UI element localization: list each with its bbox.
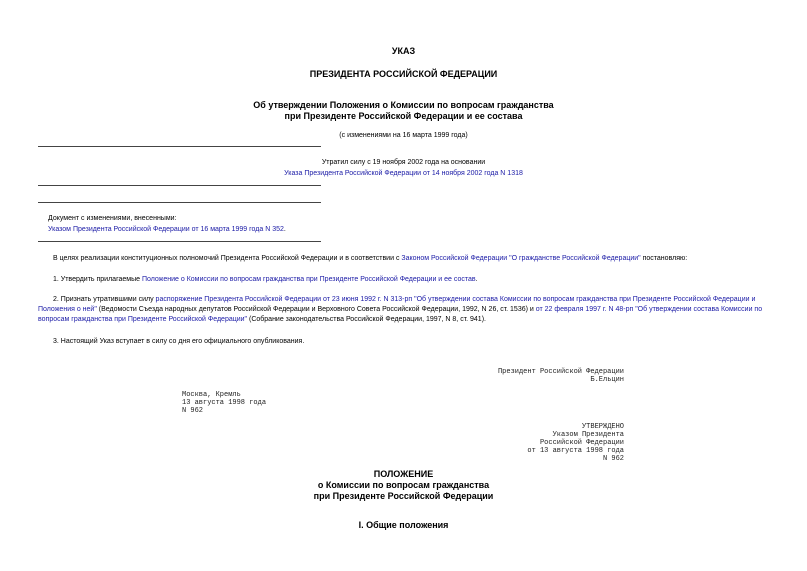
regulation-link[interactable]: Положение о Комиссии по вопросам гражданства при Президенте Российской Федерации и ее состав xyxy=(141,276,476,283)
approved-stamp: УТВЕРЖДЕНО Указом Президента Российской Федерации от 13 августа 1998 года N 962 xyxy=(527,423,624,463)
changes-decree-link[interactable]: Указом Президента Российской Федерации от 16 марта 1999 года N 352 xyxy=(48,226,284,233)
order-48-link[interactable]: от 22 февраля 1997 г. N 48-рп "Об утверждении состава Комиссии по вопросам гражданства при Президенте Российской Федерации" xyxy=(38,306,763,323)
regulation-subtitle-1: о Комиссии по вопросам гражданства xyxy=(317,480,490,490)
decree-subtitle: ПРЕЗИДЕНТА РОССИЙСКОЙ ФЕДЕРАЦИИ xyxy=(309,69,498,79)
signature-block: Президент Российской Федерации Б.Ельцин xyxy=(497,368,624,384)
section-heading: I. Общие положения xyxy=(358,520,449,530)
item-1-paragraph: 1. Утвердить прилагаемые Положение о Комиссии по вопросам гражданства при Президенте Российской Федерации и ее состав. xyxy=(53,276,478,283)
citizenship-law-link[interactable]: Законом Российской Федерации "О гражданстве Российской Федерации" xyxy=(401,255,641,262)
decree-heading-line1: Об утверждении Положения о Комиссии по вопросам гражданства xyxy=(253,100,554,110)
item-2-paragraph: 2. Признать утратившими силу распоряжение Президента Российской Федерации от 23 июня 1992 г. N 313-рп "Об утверждении состава Комиссии по вопросам гражданства при Президенте Российской Федерации и Положения о ней" (Ведомости Съезда народных депутатов Российской Федерации и Верховного Совета Российской Федерации, 1992, N 26, ст. 1536) и от 22 февраля 1997 г. N 48-рп "Об утверждении состава Комиссии по вопросам гражданства при Президенте Российской Федерации" (Собрание законодательства Российской Федерации, 1997, N 8, ст. 941). xyxy=(38,296,763,323)
regulation-title: ПОЛОЖЕНИЕ xyxy=(373,469,434,479)
divider xyxy=(38,241,321,242)
place-date-block: Москва, Кремль 13 августа 1998 года N 962 xyxy=(182,391,267,415)
divider xyxy=(38,202,321,203)
expired-text: Утратил силу с 19 ноября 2002 года на основании xyxy=(321,159,486,166)
changes-label: Документ с изменениями, внесенными: xyxy=(48,215,177,222)
regulation-subtitle-2: при Президенте Российской Федерации xyxy=(313,491,494,501)
divider xyxy=(38,146,321,147)
expired-decree-link[interactable]: Указа Президента Российской Федерации от 14 ноября 2002 года N 1318 xyxy=(284,170,523,177)
changes-link-tail: . xyxy=(283,226,286,233)
preamble-paragraph: В целях реализации конституционных полномочий Президента Российской Федерации и в соответствии с Законом Российской Федерации "О гражданстве Российской Федерации" постановляю: xyxy=(53,255,688,262)
divider xyxy=(38,185,321,186)
item-3-paragraph: 3. Настоящий Указ вступает в силу со дня его официального опубликования. xyxy=(53,338,305,345)
decree-heading-line2: при Президенте Российской Федерации и ее состава xyxy=(284,111,523,121)
order-313-link[interactable]: распоряжение Президента Российской Федерации от 23 июня 1992 г. N 313-рп "Об утверждении состава Комиссии по вопросам гражданства при Президенте Российской Федерации и Положения о ней" xyxy=(38,296,756,313)
amendment-note: (с изменениями на 16 марта 1999 года) xyxy=(339,132,468,139)
decree-title: УКАЗ xyxy=(391,46,416,56)
